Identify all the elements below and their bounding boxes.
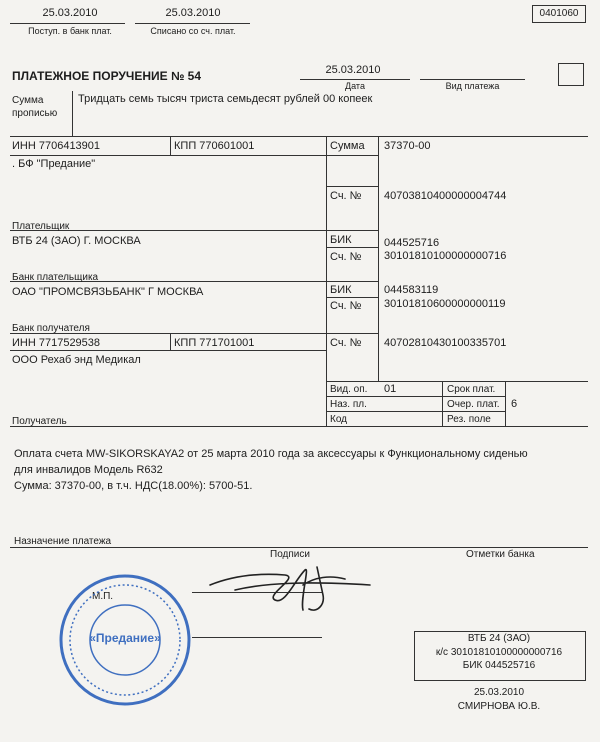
bank-marks-label: Отметки банка: [466, 549, 535, 560]
order-title: ПЛАТЕЖНОЕ ПОРУЧЕНИЕ № 54: [12, 69, 202, 83]
payer-label: Плательщик: [12, 221, 70, 232]
op-type-value: 01: [384, 383, 397, 395]
payer-account: 40703810400000004744: [384, 190, 507, 202]
payer-bank-name: ВТБ 24 (ЗАО) Г. МОСКВА: [12, 235, 141, 247]
payee-bank-label: Банк получателя: [12, 323, 90, 334]
payee-inn: ИНН 7717529538: [12, 337, 101, 349]
payee-bank-bik-label: БИК: [330, 284, 352, 296]
payee-label: Получатель: [12, 416, 67, 427]
debited-date: 25.03.2010: [165, 7, 221, 19]
bank-stamp-date: 25.03.2010: [473, 687, 525, 698]
received-date: 25.03.2010: [42, 7, 98, 19]
amount-label: Сумма: [330, 140, 365, 152]
amount-value: 37370-00: [384, 140, 431, 152]
amount-words-label-2: прописью: [12, 108, 58, 119]
term-label: Срок плат.: [447, 384, 496, 395]
payee-name: ООО Рехаб энд Медикал: [12, 354, 141, 366]
payer-bank-account: 30101810100000000716: [384, 250, 507, 262]
payer-kpp: КПП 770601001: [174, 140, 255, 152]
bank-stamp-line-2: к/с 30101810100000000716: [435, 647, 563, 658]
op-type-label: Вид. оп.: [330, 384, 368, 395]
amount-words-text: Тридцать семь тысяч триста семьдесят рублей 00 копеек: [78, 93, 373, 105]
debited-date-label: Списано со сч. плат.: [150, 26, 236, 36]
code-label: Код: [330, 414, 348, 425]
mp-label: М.П.: [92, 591, 114, 602]
payer-name: . БФ "Предание": [12, 158, 96, 170]
payee-bank-name: ОАО "ПРОМСВЯЗЬБАНК" Г МОСКВА: [12, 286, 204, 298]
priority-value: 6: [511, 398, 518, 410]
payee-bank-bik: 044583119: [384, 284, 439, 296]
signature-scribble: [205, 555, 375, 630]
stamp-text: «Предание»: [89, 631, 161, 645]
reserve-label: Рез. поле: [447, 414, 491, 425]
purpose-label: Назначение платежа: [14, 536, 112, 547]
amount-words-label-1: Сумма: [12, 95, 44, 106]
priority-label: Очер. плат.: [447, 399, 500, 410]
payer-bank-label: Банк плательщика: [12, 272, 99, 283]
payee-bank-account-label: Сч. №: [330, 300, 362, 312]
payer-inn: ИНН 7706413901: [12, 140, 101, 152]
payee-account: 40702810430100335701: [384, 337, 507, 349]
received-date-label: Поступ. в банк плат.: [28, 26, 112, 36]
payment-type-label: Вид платежа: [445, 81, 500, 91]
bank-stamp-line-3: БИК 044525716: [462, 660, 536, 671]
signatures-label: Подписи: [270, 549, 310, 560]
bank-officer: СМИРНОВА Ю.В.: [457, 701, 541, 712]
payment-type-box: [558, 63, 584, 86]
bank-stamp-line-1: ВТБ 24 (ЗАО): [467, 633, 531, 644]
payee-kpp: КПП 771701001: [174, 337, 255, 349]
payee-account-label: Сч. №: [330, 337, 362, 349]
payer-bank-bik-label: БИК: [330, 234, 352, 246]
form-code: 0401060: [532, 5, 586, 23]
payer-account-label: Сч. №: [330, 190, 362, 202]
payee-bank-account: 30101810600000000119: [384, 298, 506, 310]
purpose-line-2: для инвалидов Модель R632: [14, 464, 163, 476]
purpose-line-3: Сумма: 37370-00, в т.ч. НДС(18.00%): 5700-51.: [14, 480, 253, 492]
payer-bank-account-label: Сч. №: [330, 251, 362, 263]
order-date: 25.03.2010: [325, 64, 381, 76]
payer-bank-bik: 044525716: [384, 237, 440, 249]
order-date-label: Дата: [345, 81, 365, 91]
purpose-line-1: Оплата счета MW-SIKORSKAYA2 от 25 марта 2010 года за аксессуары к Функциональному сиденью: [14, 448, 528, 460]
purpose-code-label: Наз. пл.: [330, 399, 367, 410]
